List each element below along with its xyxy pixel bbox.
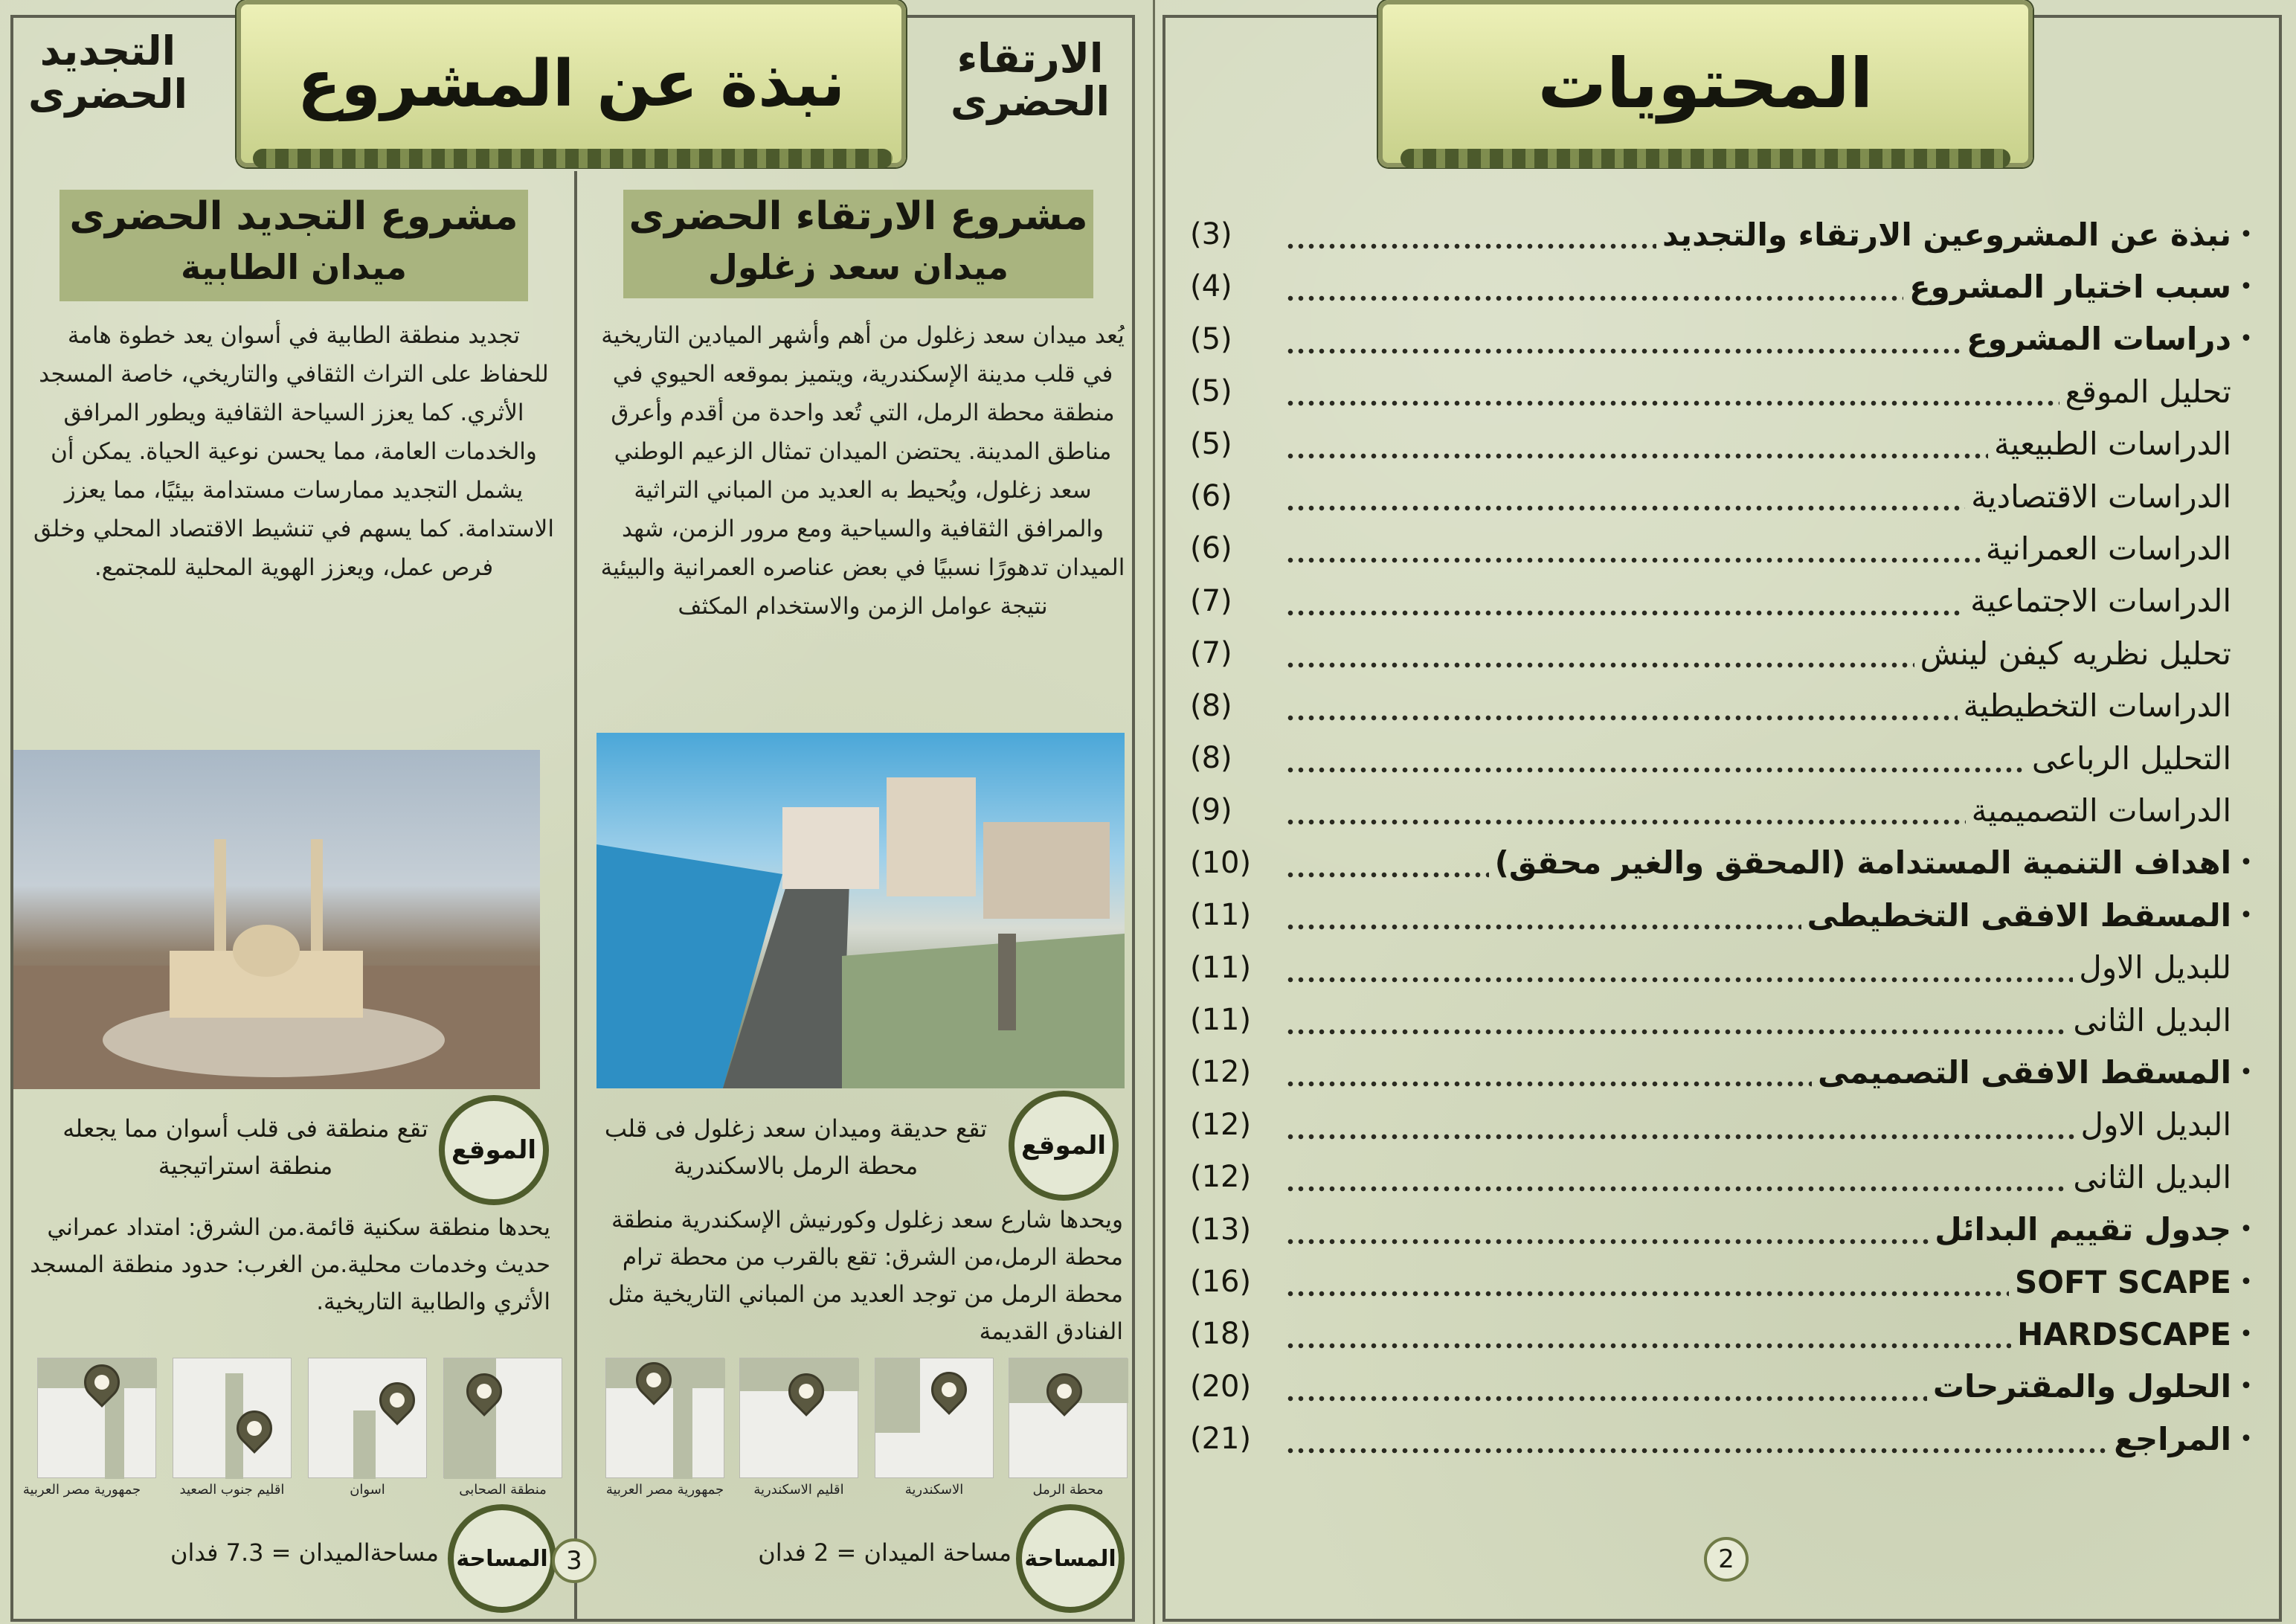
toc-entry-page: (11) — [1190, 898, 1252, 933]
toc-dot-leader — [1285, 1256, 2009, 1308]
tabia-subheading: ميدان الطابية — [181, 247, 407, 287]
bullet-icon: • — [2239, 1425, 2253, 1452]
right-header-title: المحتويات — [1537, 44, 1874, 123]
toc-entry-page: (5) — [1190, 321, 1232, 356]
toc-entry-page: (11) — [1190, 950, 1252, 985]
toc-entry-page: (8) — [1190, 741, 1232, 775]
toc-entry[interactable] — [1190, 627, 2261, 679]
toc-dot-leader — [1285, 994, 2067, 1046]
toc-entry-label: البديل الاول — [2080, 1106, 2231, 1143]
saad-location-badge: الموقع — [1009, 1091, 1119, 1201]
toc-entry-page: (16) — [1190, 1265, 1252, 1299]
toc-entry-label: الحلول والمقترحات — [1932, 1368, 2231, 1405]
toc-entry-label: التحليل الرباعى — [2031, 739, 2231, 777]
toc-dot-leader — [1285, 365, 2059, 417]
toc-entry-label: البديل الثانى — [2073, 1001, 2231, 1039]
toc-entry-page: (18) — [1190, 1317, 1252, 1352]
toc-entry[interactable] — [1190, 1046, 2261, 1098]
left-header-banner — [237, 0, 906, 167]
toc-entry-page: (8) — [1190, 688, 1232, 723]
saad-map-3 — [739, 1358, 858, 1478]
toc-dot-leader — [1285, 1046, 1812, 1098]
tabia-description: تجديد منطقة الطابية في أسوان يعد خطوة هامة للحفاظ على التراث الثقافي والتاريخي، خاصة المسجد الأثري. كما يعزز السياحة الثقافية ويطور المرافق والخدمات العامة، مما يحسن نوعية الحياة. يمكن أن يشمل التجديد ممارسات مستدامة بيئيًا، مما يعزز الاستدامة. كما يسهم في تنشيط الاقتصاد المحلي وخلق فرص عمل، ويعزز الهوية المحلية للمجتمع. — [33, 322, 554, 581]
toc-entry-page: (6) — [1190, 531, 1232, 566]
toc-entry[interactable] — [1190, 470, 2261, 522]
toc-entry[interactable] — [1190, 994, 2261, 1046]
toc-entry-label: الدراسات التخطيطية — [1963, 687, 2231, 725]
tabia-area-badge: المساحة — [448, 1504, 556, 1613]
toc-entry-page: (5) — [1190, 426, 1232, 461]
tabia-heading-box — [60, 190, 528, 301]
toc-dot-leader — [1285, 260, 1903, 312]
toc-entry-label: نبذة عن المشروعين الارتقاء والتجديد — [1662, 216, 2231, 253]
toc-dot-leader — [1285, 627, 1914, 679]
saad-area-badge: المساحة — [1016, 1504, 1125, 1613]
toc-entry-label: المسقط الافقى التصميمى — [1817, 1053, 2231, 1091]
toc-dot-leader — [1285, 1413, 2108, 1465]
toc-dot-leader — [1285, 470, 1965, 522]
toc-entry[interactable] — [1190, 260, 2261, 312]
page-number-2: 2 — [1704, 1537, 1749, 1582]
saad-square-photo — [596, 733, 1125, 1088]
toc-entry-label: تحليل نظريه كيفن لينش — [1920, 635, 2231, 672]
tabia-map-4 — [37, 1358, 156, 1478]
toc-entry[interactable] — [1190, 1256, 2261, 1308]
saad-map-label-1: محطة الرمل — [1032, 1482, 1104, 1498]
tabia-map-label-4: جمهورية مصر العربية — [22, 1482, 141, 1498]
toc-entry-page: (9) — [1190, 793, 1232, 828]
tabia-map-3 — [173, 1358, 292, 1478]
toc-entry[interactable] — [1190, 575, 2261, 627]
tabia-bounds-text: يحدها منطقة سكنية قائمة.من الشرق: امتداد عمراني حديث وخدمات محلية.من الغرب: حدود منطقة المسجد الأثري والطابية التاريخية. — [30, 1214, 550, 1315]
toc-entry[interactable] — [1190, 313, 2261, 365]
toc-entry-label: الدراسات الاقتصادية — [1971, 478, 2231, 515]
toc-entry[interactable] — [1190, 942, 2261, 994]
toc-entry-page: (20) — [1190, 1369, 1252, 1404]
left-header-title: نبذة عن المشروع — [297, 46, 846, 121]
toc-entry-page: (6) — [1190, 479, 1232, 513]
toc-entry-label: HARDSCAPE — [2017, 1315, 2231, 1352]
saad-subheading: ميدان سعد زغلول — [707, 247, 1009, 287]
tabia-heading: مشروع التجديد الحضرى — [69, 194, 518, 239]
toc-entry-label: المراجع — [2114, 1420, 2231, 1457]
square-illustration — [596, 733, 1125, 1088]
toc-entry-label: الدراسات التصميمية — [1971, 792, 2231, 829]
saad-map-1 — [1009, 1358, 1128, 1478]
toc-dot-leader — [1285, 1204, 1929, 1256]
saad-map-label-2: الاسكندرية — [904, 1482, 964, 1498]
saad-heading: مشروع الارتقاء الحضرى — [628, 194, 1088, 239]
bullet-icon: • — [2239, 1373, 2253, 1400]
toc-entry-page: (12) — [1190, 1107, 1252, 1142]
tabia-map-1 — [443, 1358, 562, 1478]
toc-entry[interactable] — [1190, 784, 2261, 836]
toc-dot-leader — [1285, 313, 1961, 365]
tabia-mosque-photo — [13, 750, 540, 1089]
saad-map-2 — [875, 1358, 994, 1478]
toc-entry-page: (3) — [1190, 217, 1232, 251]
saad-bounds-text: ويحدها شارع سعد زغلول وكورنيش الإسكندرية منطقة محطة الرمل،من الشرق: تقع بالقرب من محطة ترام محطة الرمل من توجد العديد من المباني التاريخية مثل الفنادق القديمة — [608, 1207, 1123, 1345]
map-pin-icon — [372, 1375, 422, 1425]
saad-map-label-4: جمهورية مصر العربية — [605, 1482, 724, 1498]
tabia-location-text: تقع منطقة فى قلب أسوان مما يجعله منطقة استراتيجية — [62, 1114, 428, 1180]
toc-entry-page: (12) — [1190, 1055, 1252, 1090]
toc-entry[interactable] — [1190, 365, 2261, 417]
toc-entry-label: البديل الثانى — [2073, 1158, 2231, 1195]
bullet-icon: • — [2239, 1216, 2253, 1243]
toc-entry[interactable] — [1190, 1151, 2261, 1203]
tabia-map-2 — [308, 1358, 427, 1478]
tabia-map-label-2: اسوان — [350, 1482, 385, 1498]
toc-entry[interactable] — [1190, 680, 2261, 732]
toc-dot-leader — [1285, 1099, 2075, 1151]
bullet-icon: • — [2239, 1268, 2253, 1295]
toc-entry[interactable] — [1190, 1204, 2261, 1256]
page-number-3: 3 — [552, 1538, 596, 1583]
toc-entry-page: (12) — [1190, 1160, 1252, 1195]
toc-entry-page: (10) — [1190, 845, 1252, 880]
toc-dot-leader — [1285, 208, 1656, 260]
toc-entry-label: تحليل الموقع — [2065, 373, 2231, 410]
toc-entry-label: اهداف التنمية المستدامة (المحقق والغير محقق) — [1494, 844, 2231, 882]
toc-dot-leader — [1285, 837, 1489, 889]
bullet-icon: • — [2239, 273, 2253, 300]
toc-entry-page: (7) — [1190, 583, 1232, 618]
toc-entry-label: جدول تقييم البدائل — [1935, 1211, 2231, 1248]
toc-dot-leader — [1285, 522, 1980, 574]
tabia-map-label-1: منطقة الصحابى — [459, 1482, 547, 1498]
mosque-illustration — [13, 750, 540, 1089]
toc-entry[interactable] — [1190, 1413, 2261, 1465]
toc-entry[interactable] — [1190, 418, 2261, 470]
toc-entry-label: الدراسات الطبيعية — [1993, 426, 2231, 463]
toc-dot-leader — [1285, 732, 2026, 784]
right-header-banner — [1378, 0, 2033, 167]
toc-dot-leader — [1285, 889, 1801, 941]
toc-dot-leader — [1285, 1361, 1927, 1413]
bullet-icon: • — [2239, 902, 2253, 928]
toc-dot-leader — [1285, 784, 1966, 836]
column-divider — [574, 171, 577, 1622]
tabia-location-badge: الموقع — [439, 1095, 549, 1205]
bullet-icon: • — [2239, 221, 2253, 248]
side-title-renewal: التجديد الحضرى — [28, 28, 187, 118]
toc-entry-page: (5) — [1190, 374, 1232, 409]
tabia-area-text: مساحةالميدان = 7.3 فدان — [170, 1538, 439, 1567]
toc-entry-label: الدراسات العمرانية — [1985, 530, 2231, 567]
tabia-map-label-3: اقليم جنوب الصعيد — [179, 1482, 285, 1498]
toc-entry-page: (21) — [1190, 1422, 1252, 1457]
bullet-icon: • — [2239, 850, 2253, 876]
side-title-upgrading: الارتقاء الحضرى — [951, 35, 1110, 125]
vine-ornament — [253, 149, 893, 168]
toc-entry[interactable] — [1190, 208, 2261, 260]
toc-entry[interactable] — [1190, 522, 2261, 574]
toc-entry[interactable] — [1190, 837, 2261, 889]
toc-entry-page: (7) — [1190, 636, 1232, 671]
map-pin-icon — [924, 1364, 974, 1415]
toc-entry-page: (13) — [1190, 1212, 1252, 1247]
toc-dot-leader — [1285, 575, 1964, 627]
saad-description: يُعد ميدان سعد زغلول من أهم وأشهر الميادين التاريخية في قلب مدينة الإسكندرية، ويتميز بموقعه الحيوي في منطقة محطة الرمل، التي تُعد واحدة من أقدم وأعرق مناطق المدينة. يحتضن الميدان تمثال الزعيم الوطني سعد زغلول، ويُحيط به العديد من المباني التراثية والمرافق الثقافية والسياحية ومع مرور الزمن، شهد الميدان تدهورًا نسبيًا في بعض عناصره العمرانية والبيئية نتيجة عوامل الزمن والاستخدام المكثف — [600, 322, 1125, 620]
toc-entry-label: الدراسات الاجتماعية — [1970, 582, 2231, 620]
toc-entry-page: (11) — [1190, 1003, 1252, 1037]
vine-ornament — [1401, 149, 2010, 168]
toc-entry-label: المسقط الافقى التخطيطى — [1807, 896, 2231, 934]
bullet-icon: • — [2239, 1320, 2253, 1347]
bullet-icon: • — [2239, 1059, 2253, 1085]
toc-entry[interactable] — [1190, 732, 2261, 784]
toc-dot-leader — [1285, 942, 2073, 994]
saad-location-text: تقع حديقة وميدان سعد زغلول فى قلب محطة الرمل بالاسكندرية — [604, 1114, 988, 1180]
toc-dot-leader — [1285, 1151, 2067, 1203]
toc-dot-leader — [1285, 680, 1958, 732]
toc-entry-label: SOFT SCAPE — [2015, 1263, 2231, 1300]
bullet-icon: • — [2239, 326, 2253, 353]
toc-entry[interactable] — [1190, 1308, 2261, 1360]
toc-dot-leader — [1285, 1308, 2011, 1360]
toc-entry[interactable] — [1190, 1099, 2261, 1151]
toc-entry-page: (4) — [1190, 269, 1232, 304]
saad-map-4 — [605, 1358, 724, 1478]
toc-entry-label: للبديل الاول — [2079, 949, 2231, 986]
saad-area-text: مساحة الميدان = 2 فدان — [758, 1538, 1012, 1567]
saad-map-label-3: اقليم الاسكندرية — [753, 1482, 844, 1498]
saad-heading-box — [623, 190, 1093, 298]
toc-dot-leader — [1285, 418, 1988, 470]
toc-entry[interactable] — [1190, 889, 2261, 941]
toc-entry-label: سبب اختيار المشروع — [1908, 268, 2231, 305]
toc-entry[interactable] — [1190, 1361, 2261, 1413]
toc-entry-label: دراسات المشروع — [1966, 321, 2231, 358]
